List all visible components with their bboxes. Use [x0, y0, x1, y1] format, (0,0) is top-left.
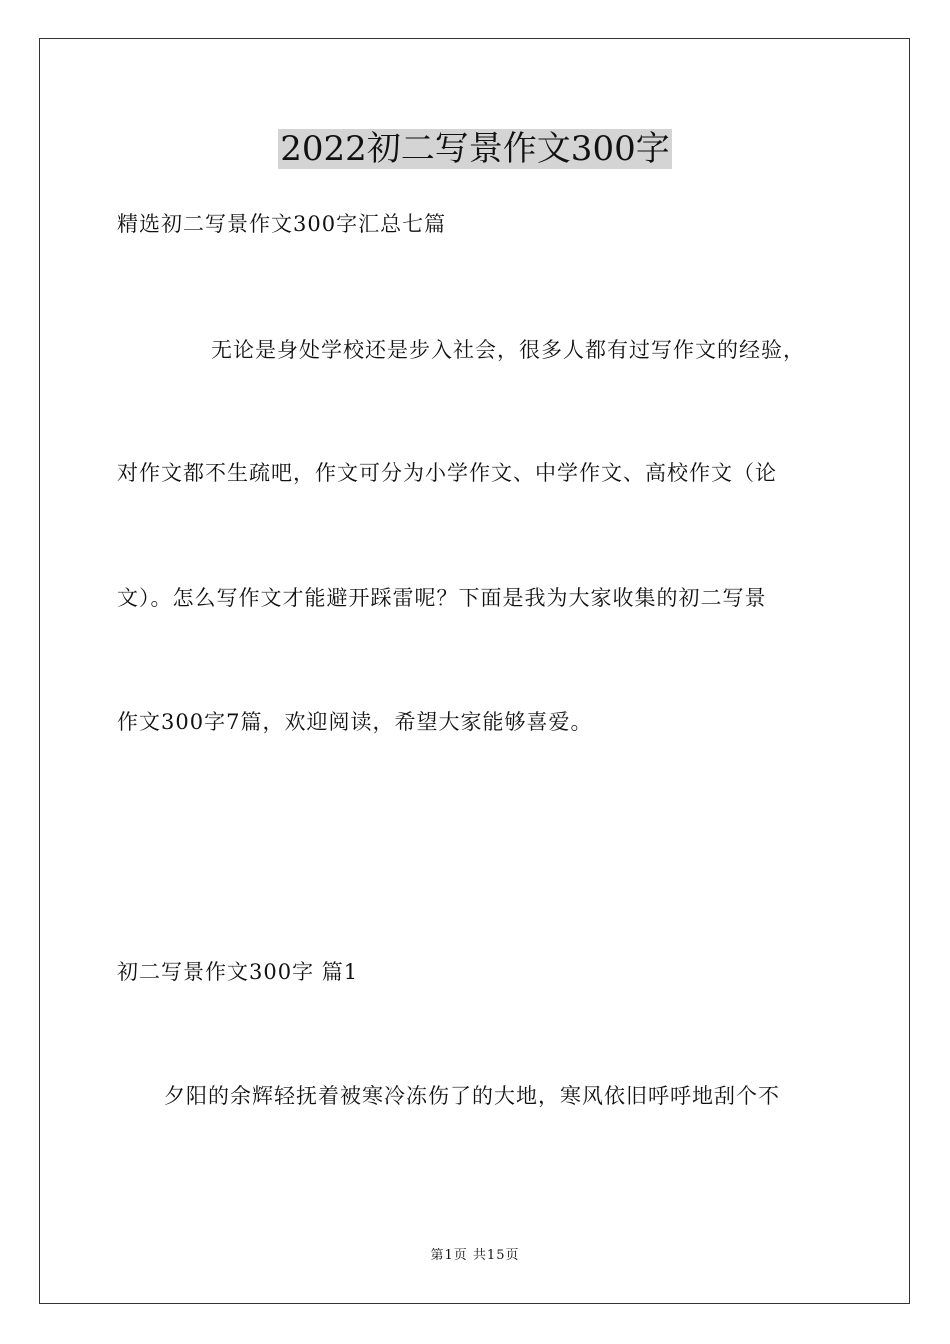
document-title — [0, 127, 950, 171]
intro-paragraph-line: 作文300字7篇，欢迎阅读，希望大家能够喜爱。 — [117, 710, 593, 734]
intro-paragraph-line: 无论是身处学校还是步入社会，很多人都有过写作文的经验， — [211, 338, 805, 362]
document-title-text: 2022初二写景作文300字 — [280, 129, 670, 169]
section-paragraph-line: 夕阳的余辉轻抚着被寒冷冻伤了的大地，寒风依旧呼呼地刮个不 — [164, 1084, 780, 1108]
document-subtitle: 精选初二写景作文300字汇总七篇 — [117, 212, 447, 236]
intro-paragraph-line: 对作文都不生疏吧，作文可分为小学作文、中学作文、高校作文（论 — [117, 461, 777, 485]
section-heading: 初二写景作文300字 篇1 — [117, 960, 359, 984]
page-footer: 第1页 共15页 — [430, 1248, 520, 1263]
intro-paragraph-line: 文）。怎么写作文才能避开踩雷呢？下面是我为大家收集的初二写景 — [117, 586, 767, 610]
